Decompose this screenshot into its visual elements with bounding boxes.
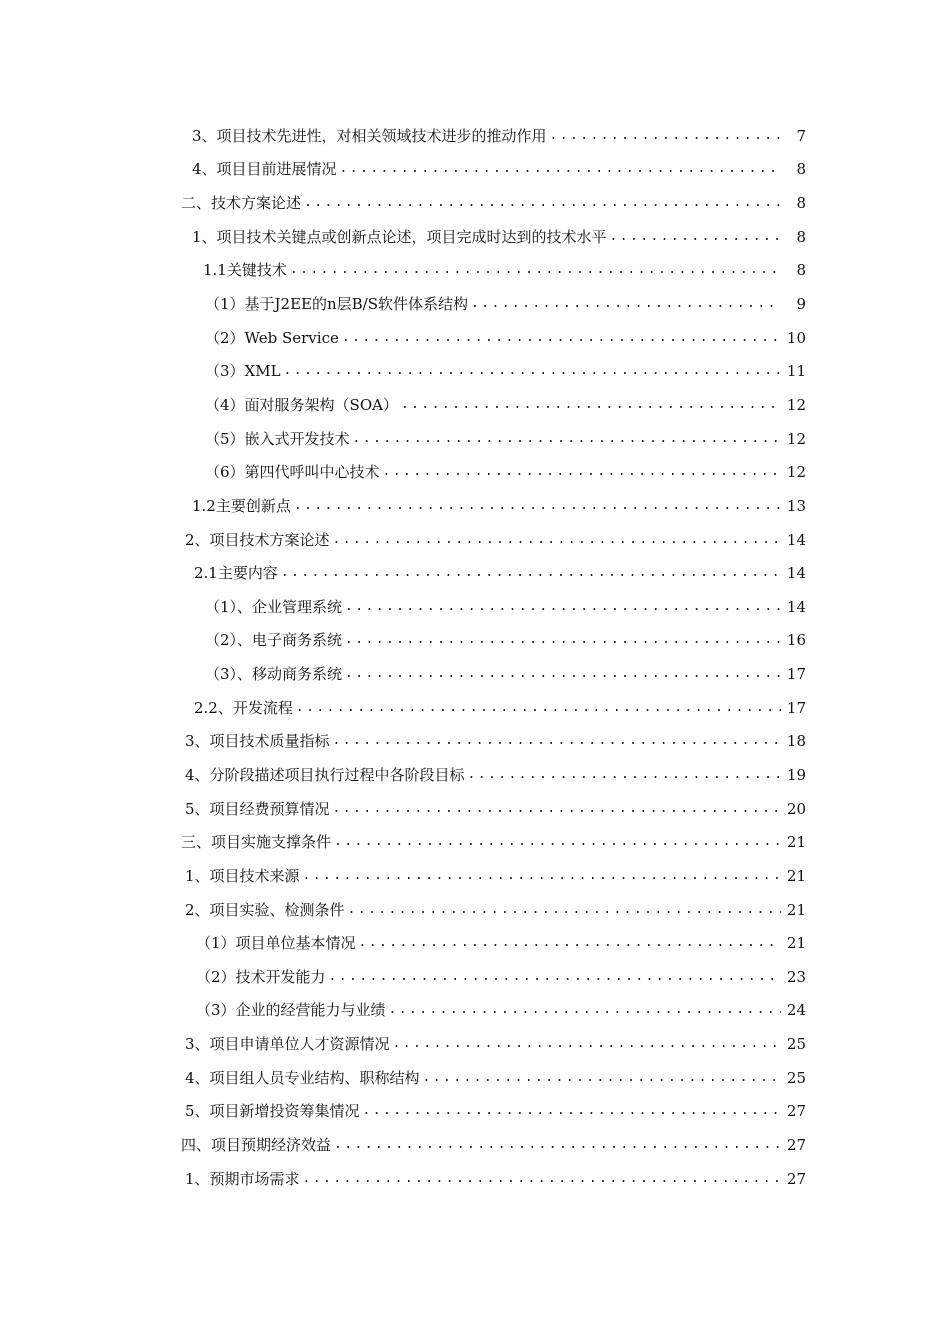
toc-entry[interactable] xyxy=(205,590,806,624)
toc-entry[interactable] xyxy=(205,321,806,355)
toc-entry[interactable] xyxy=(185,758,806,792)
toc-entry[interactable] xyxy=(185,1027,806,1061)
toc-entry-title: 3、项目申请单位人才资源情况 xyxy=(185,1035,390,1054)
toc-entry-page: 19 xyxy=(786,765,806,784)
toc-entry-page: 25 xyxy=(786,1035,806,1054)
toc-entry[interactable] xyxy=(196,960,806,994)
toc-entry-title: 5、项目新增投资筹集情况 xyxy=(185,1102,360,1121)
toc-entry-title: 三、项目实施支撑条件 xyxy=(181,833,332,852)
toc-entry-page: 21 xyxy=(786,900,806,919)
toc-leader-dots xyxy=(329,967,781,987)
toc-entry-title: 二、技术方案论述 xyxy=(181,194,302,213)
toc-leader-dots xyxy=(468,765,781,785)
toc-entry-page: 17 xyxy=(786,698,806,717)
toc-entry[interactable] xyxy=(185,1162,806,1196)
toc-leader-dots xyxy=(333,799,781,819)
toc-entry[interactable] xyxy=(196,994,806,1028)
toc-entry[interactable] xyxy=(192,153,806,187)
toc-leader-dots xyxy=(383,462,781,482)
toc-entry-title: 1、项目技术关键点或创新点论述，项目完成时达到的技术水平 xyxy=(192,227,607,246)
toc-leader-dots xyxy=(333,731,781,751)
toc-entry[interactable] xyxy=(185,859,806,893)
toc-entry-title: 5、项目经费预算情况 xyxy=(185,799,330,818)
toc-entry[interactable] xyxy=(205,657,806,691)
toc-entry-page: 12 xyxy=(786,463,806,482)
toc-entry[interactable] xyxy=(185,725,806,759)
toc-entry[interactable] xyxy=(194,691,806,725)
toc-leader-dots xyxy=(610,227,781,247)
toc-entry-page: 13 xyxy=(786,496,806,515)
toc-entry-page: 16 xyxy=(786,631,806,650)
toc-entry-page: 18 xyxy=(786,732,806,751)
toc-entry-page: 27 xyxy=(786,1169,806,1188)
toc-leader-dots xyxy=(334,1135,781,1155)
toc-entry-title: （1）项目单位基本情况 xyxy=(196,934,356,953)
toc-leader-dots xyxy=(550,126,781,146)
toc-entry[interactable] xyxy=(194,556,806,590)
toc-entry-title: （3）XML xyxy=(205,362,281,381)
toc-leader-dots xyxy=(284,361,781,381)
toc-entry-title: 4、项目组人员专业结构、职称结构 xyxy=(185,1068,420,1087)
toc-leader-dots xyxy=(389,1000,781,1020)
toc-leader-dots xyxy=(294,496,781,516)
toc-leader-dots xyxy=(393,1034,781,1054)
toc-entry[interactable] xyxy=(205,422,806,456)
toc-entry[interactable] xyxy=(185,1095,806,1129)
toc-entry-title: （6）第四代呼叫中心技术 xyxy=(205,463,380,482)
toc-entry-page: 14 xyxy=(786,530,806,549)
toc-entry-title: 2、项目技术方案论述 xyxy=(185,530,330,549)
toc-entry[interactable] xyxy=(196,926,806,960)
toc-entry-title: 1.2主要创新点 xyxy=(192,496,291,515)
toc-entry-title: 3、项目技术先进性，对相关领域技术进步的推动作用 xyxy=(192,126,547,145)
toc-entry[interactable] xyxy=(203,254,806,288)
toc-entry[interactable] xyxy=(192,119,806,153)
toc-entry-title: （5）嵌入式开发技术 xyxy=(205,429,350,448)
toc-leader-dots xyxy=(340,159,781,179)
toc-entry-page: 8 xyxy=(796,227,806,246)
toc-entry-page: 10 xyxy=(786,328,806,347)
toc-entry-page: 21 xyxy=(786,833,806,852)
toc-entry-page: 8 xyxy=(796,261,806,280)
toc-leader-dots xyxy=(345,664,781,684)
toc-entry-title: （3）、移动商务系统 xyxy=(205,665,343,684)
toc-entry-page: 21 xyxy=(786,866,806,885)
toc-entry-page: 14 xyxy=(786,564,806,583)
toc-entry-page: 8 xyxy=(796,160,806,179)
toc-leader-dots xyxy=(342,328,781,348)
toc-entry-title: 3、项目技术质量指标 xyxy=(185,732,330,751)
toc-entry[interactable] xyxy=(185,523,806,557)
toc-entry[interactable] xyxy=(185,893,806,927)
toc-entry-page: 27 xyxy=(786,1136,806,1155)
toc-entry-page: 17 xyxy=(786,665,806,684)
toc-leader-dots xyxy=(348,900,781,920)
toc-entry-page: 21 xyxy=(786,934,806,953)
toc-leader-dots xyxy=(303,1169,781,1189)
toc-entry-title: （2）Web Service xyxy=(205,328,339,347)
toc-entry-page: 20 xyxy=(786,799,806,818)
toc-leader-dots xyxy=(303,866,781,886)
toc-leader-dots xyxy=(471,294,781,314)
toc-entry[interactable] xyxy=(205,624,806,658)
toc-entry-title: 2.2、开发流程 xyxy=(194,698,293,717)
toc-entry-title: （4）面对服务架构（SOA） xyxy=(205,395,398,414)
toc-entry[interactable] xyxy=(205,455,806,489)
toc-leader-dots xyxy=(304,193,781,213)
toc-entry-page: 8 xyxy=(796,194,806,213)
toc-leader-dots xyxy=(333,530,781,550)
toc-entry-page: 7 xyxy=(796,126,806,145)
toc-entry-title: （1）、企业管理系统 xyxy=(205,597,343,616)
toc-entry-title: （2）、电子商务系统 xyxy=(205,631,343,650)
toc-leader-dots xyxy=(334,832,781,852)
toc-leader-dots xyxy=(281,563,781,583)
toc-entry-page: 25 xyxy=(786,1068,806,1087)
toc-entry-page: 9 xyxy=(796,295,806,314)
toc-entry-page: 24 xyxy=(786,1001,806,1020)
toc-entry-page: 12 xyxy=(786,395,806,414)
toc-entry-title: （2）技术开发能力 xyxy=(196,967,326,986)
toc-entry-title: 4、分阶段描述项目执行过程中各阶段目标 xyxy=(185,765,465,784)
toc-entry[interactable] xyxy=(192,489,806,523)
toc-leader-dots xyxy=(345,597,781,617)
toc-leader-dots xyxy=(345,630,781,650)
toc-entry-title: 1、项目技术来源 xyxy=(185,866,300,885)
toc-entry[interactable] xyxy=(185,792,806,826)
table-of-contents xyxy=(0,119,950,1196)
toc-entry-title: 1、预期市场需求 xyxy=(185,1169,300,1188)
toc-entry[interactable] xyxy=(205,287,806,321)
toc-leader-dots xyxy=(353,429,781,449)
toc-leader-dots xyxy=(401,395,781,415)
toc-entry-title: （3）企业的经营能力与业绩 xyxy=(196,1001,386,1020)
toc-leader-dots xyxy=(363,1101,781,1121)
toc-entry-title: 4、项目目前进展情况 xyxy=(192,160,337,179)
toc-entry-page: 12 xyxy=(786,429,806,448)
toc-entry-page: 23 xyxy=(786,967,806,986)
toc-leader-dots xyxy=(290,260,781,280)
toc-leader-dots xyxy=(296,698,781,718)
toc-entry-page: 14 xyxy=(786,597,806,616)
toc-entry[interactable] xyxy=(185,1061,806,1095)
toc-entry-title: 2、项目实验、检测条件 xyxy=(185,900,345,919)
toc-entry-title: （1）基于J2EE的n层B/S软件体系结构 xyxy=(205,295,469,314)
toc-entry-title: 2.1主要内容 xyxy=(194,564,278,583)
toc-entry-title: 四、项目预期经济效益 xyxy=(181,1136,332,1155)
toc-entry[interactable] xyxy=(205,388,806,422)
toc-entry[interactable] xyxy=(181,186,806,220)
toc-entry[interactable] xyxy=(181,1128,806,1162)
toc-entry[interactable] xyxy=(205,354,806,388)
toc-entry-title: 1.1关键技术 xyxy=(203,261,287,280)
toc-leader-dots xyxy=(359,933,781,953)
toc-entry-page: 27 xyxy=(786,1102,806,1121)
toc-entry-page: 11 xyxy=(786,362,806,381)
toc-entry[interactable] xyxy=(181,825,806,859)
toc-leader-dots xyxy=(423,1068,781,1088)
toc-entry[interactable] xyxy=(192,220,806,254)
